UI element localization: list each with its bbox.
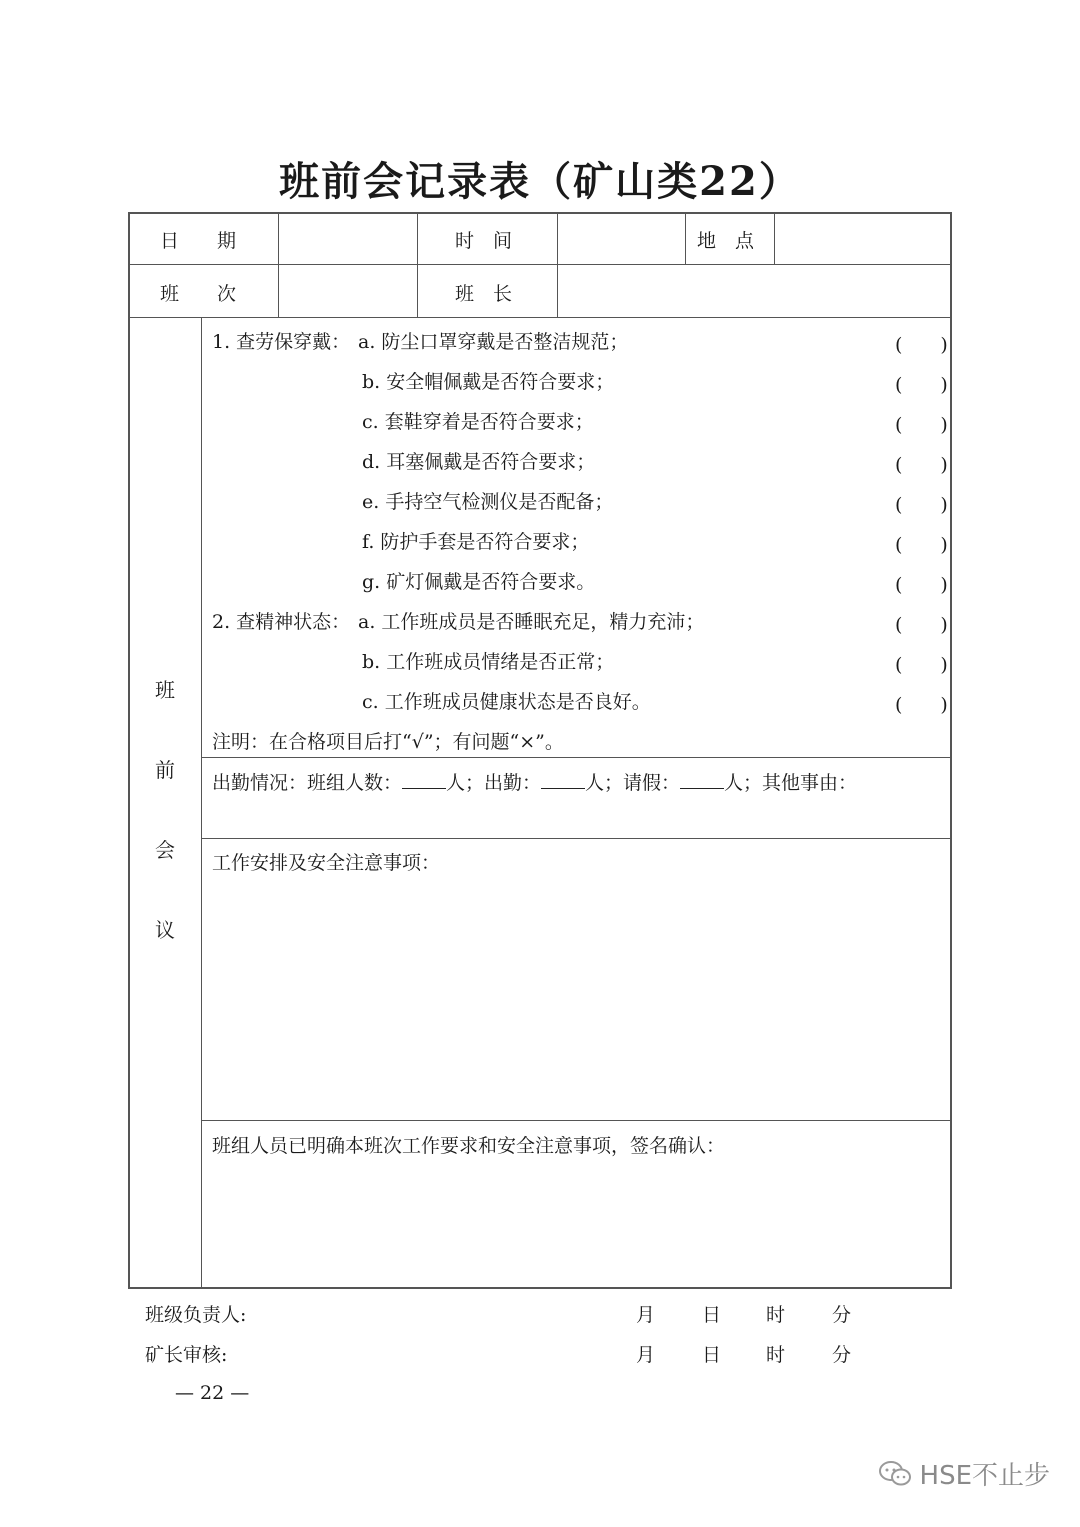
section-label-char-3: 会 [155,838,175,862]
check-group-1-prefix: 1. 查劳保穿戴： [212,331,351,353]
check-item: f. 防护手套是否符合要求； [362,531,590,553]
watermark-text: HSE不止步 [919,1461,1050,1491]
check-group-2-prefix: 2. 查精神状态： [212,611,351,633]
team-count-field[interactable] [402,770,446,789]
page-title: 班前会记录表（矿山类22） [279,158,801,205]
work-arrangement-area[interactable] [205,880,945,1116]
page-number: — 22 — [175,1382,250,1404]
month-label: 月 [636,1304,656,1326]
attendance-unit-3: 人；其他事由： [724,772,858,794]
leader-value[interactable] [561,269,946,313]
check-mark-box[interactable]: ( ) [895,574,948,596]
minute-label: 分 [832,1304,852,1326]
work-arrangement-label: 工作安排及安全注意事项： [212,852,441,874]
check-item: e. 手持空气检测仪是否配备； [362,491,614,513]
attendance-row [212,770,857,795]
present-count-field[interactable] [541,770,585,789]
shift-label: 班 次 [160,283,237,305]
check-item: c. 工作班成员健康状态是否良好。 [362,691,651,713]
section-label-char-1: 班 [155,678,175,702]
check-item: a. 防尘口罩穿戴是否整洁规范； [358,331,629,353]
section-label-char-2: 前 [155,758,175,782]
section-label-char-4: 议 [155,918,175,942]
check-item: a. 工作班成员是否睡眠充足，精力充沛； [358,611,705,633]
watermark [878,1455,1050,1492]
leader-label: 班 长 [455,283,513,305]
attendance-unit-1: 人；出勤： [446,772,542,794]
attendance-unit-2: 人；请假： [585,772,681,794]
day-label: 日 [702,1344,722,1366]
place-label: 地 点 [697,230,755,252]
check-item: g. 矿灯佩戴是否符合要求。 [362,571,596,593]
check-item: c. 套鞋穿着是否符合要求； [362,411,594,433]
mine-director-label: 矿长审核: [145,1344,228,1366]
check-mark-box[interactable]: ( ) [895,654,948,676]
time-label: 时 间 [455,230,513,252]
check-mark-box[interactable]: ( ) [895,694,948,716]
hour-label: 时 [766,1344,786,1366]
sign-confirm-label: 班组人员已明确本班次工作要求和安全注意事项，签名确认： [212,1135,726,1157]
minute-label: 分 [832,1344,852,1366]
date-label: 日 期 [160,230,237,252]
check-item: d. 耳塞佩戴是否符合要求； [362,451,596,473]
date-value[interactable] [282,216,412,260]
chat-bubble-icon [878,1459,912,1489]
check-mark-box[interactable]: ( ) [895,614,948,636]
check-mark-box[interactable]: ( ) [895,414,948,436]
month-label: 月 [636,1344,656,1366]
attendance-label: 出勤情况：班组人数： [212,772,403,794]
day-label: 日 [702,1304,722,1326]
check-mark-box[interactable]: ( ) [895,334,948,356]
check-note: 注明：在合格项目后打“√”；有问题“×”。 [212,731,564,753]
time-value[interactable] [561,216,681,260]
signature-area[interactable] [205,1164,945,1282]
check-mark-box[interactable]: ( ) [895,374,948,396]
hour-label: 时 [766,1304,786,1326]
check-mark-box[interactable]: ( ) [895,534,948,556]
shift-value[interactable] [282,269,412,313]
place-value[interactable] [778,216,946,260]
check-mark-box[interactable]: ( ) [895,454,948,476]
check-item: b. 工作班成员情绪是否正常； [362,651,615,673]
check-mark-box[interactable]: ( ) [895,494,948,516]
class-leader-label: 班级负责人: [145,1304,247,1326]
leave-count-field[interactable] [680,770,724,789]
check-item: b. 安全帽佩戴是否符合要求； [362,371,615,393]
